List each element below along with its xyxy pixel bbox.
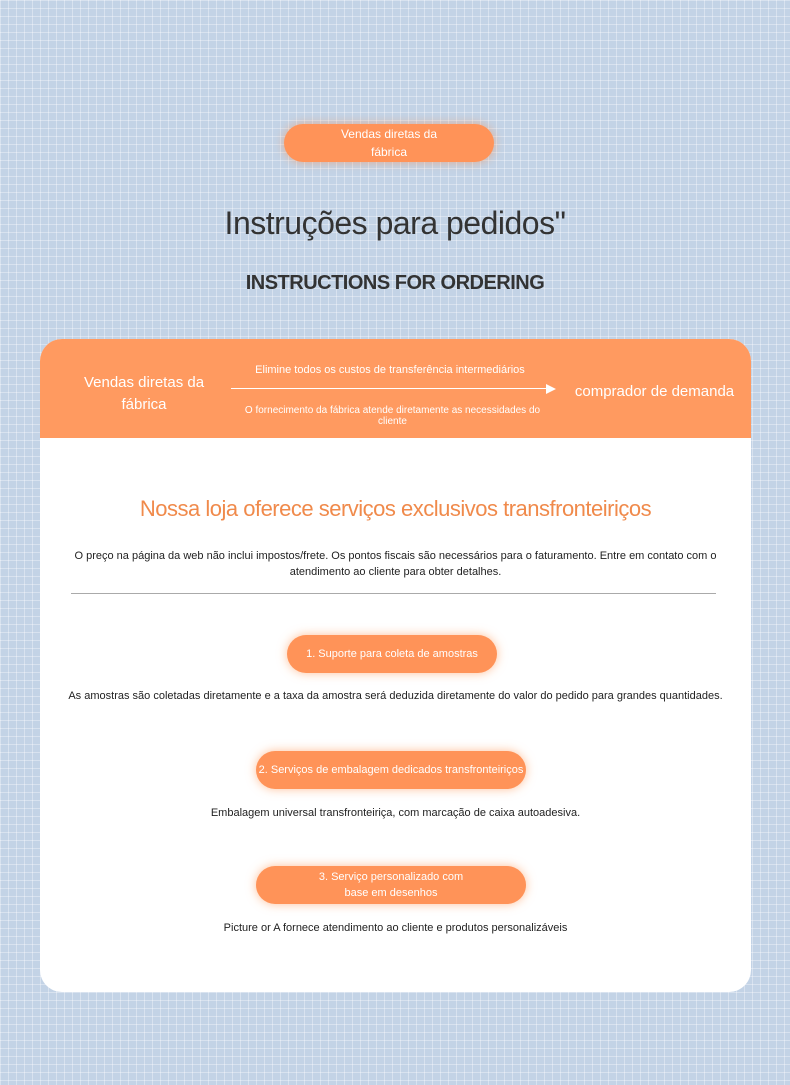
- banner-factory-label: Vendas diretas da fábrica: [83, 374, 205, 413]
- instructions-card: [40, 339, 751, 992]
- service-1-description: As amostras são coletadas diretamente e a taxa da amostra será deduzida diretamente do valor do pedido para grandes quantidades.: [68, 690, 723, 702]
- factory-direct-badge-label: Vendas diretas da fábrica: [340, 127, 438, 159]
- banner-buyer-label: comprador de demanda: [574, 383, 735, 400]
- service-1-pill: [287, 635, 497, 673]
- arrow-right-icon: [546, 384, 556, 394]
- service-1-title: 1. Suporte para coleta de amostras: [306, 648, 478, 660]
- service-3-title: 3. Serviço personalizado com base em desenhos: [318, 871, 464, 899]
- banner-arrow-top-text: Elimine todos os custos de transferência intermediários: [255, 364, 525, 376]
- service-3-description: Picture or A fornece atendimento ao cliente e produtos personalizáveis: [223, 922, 568, 934]
- services-heading: Nossa loja oferece serviços exclusivos transfronteiriços: [139, 496, 652, 521]
- page-title: Instruções para pedidos": [224, 205, 566, 241]
- factory-direct-badge: [284, 124, 494, 162]
- supply-chain-banner: [40, 339, 751, 438]
- page-subtitle: INSTRUCTIONS FOR ORDERING: [245, 272, 545, 294]
- banner-arrow-bottom-text: O fornecimento da fábrica atende diretamente as necessidades do cliente: [244, 405, 541, 427]
- price-note: O preço na página da web não inclui impostos/frete. Os pontos fiscais são necessários para o faturamento. Entre em contato com o atendimento ao cliente para obter detalhes.: [74, 550, 717, 578]
- service-3-pill: [256, 866, 526, 904]
- service-2-title: 2. Serviços de embalagem dedicados transfronteiriços: [258, 764, 524, 776]
- arrow-line: [231, 388, 547, 389]
- service-2-pill: [256, 751, 526, 789]
- divider: [71, 593, 716, 594]
- service-2-description: Embalagem universal transfronteiriça, com marcação de caixa autoadesiva.: [210, 807, 581, 819]
